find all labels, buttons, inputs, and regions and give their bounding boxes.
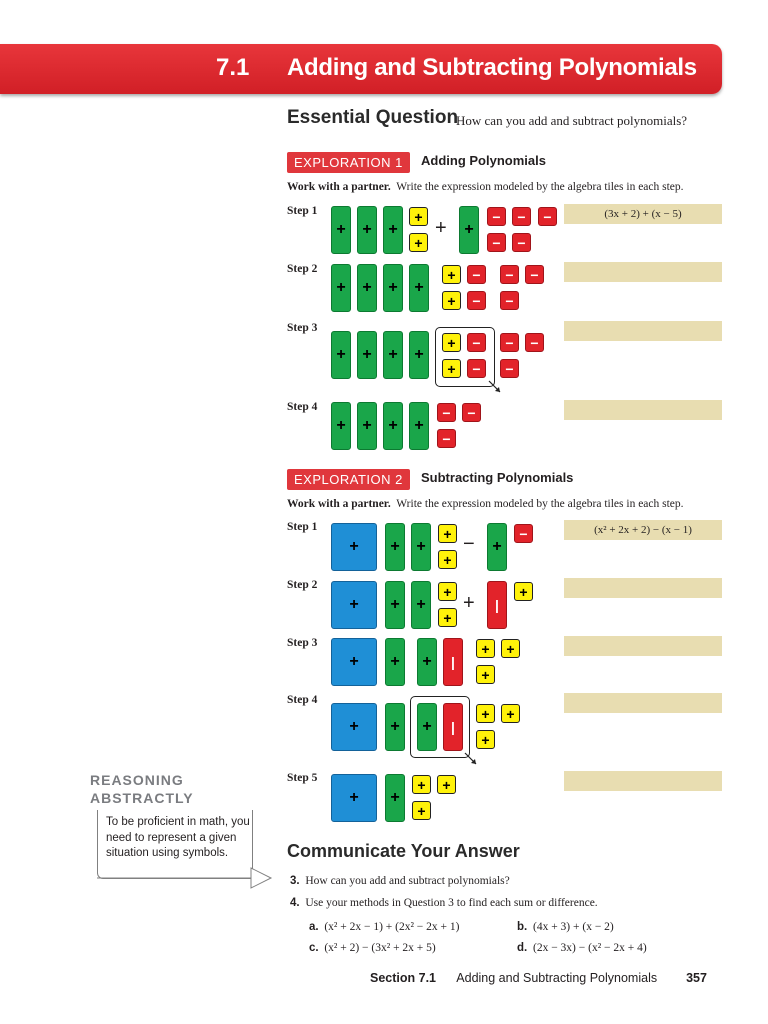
ex1-step4-answer-box[interactable] bbox=[564, 400, 722, 420]
essential-question-heading: Essential Question bbox=[287, 107, 459, 128]
plus-operator: + bbox=[435, 217, 447, 239]
unit-tile-positive: + bbox=[442, 291, 461, 310]
x-squared-tile: + bbox=[331, 523, 377, 571]
ex2-step-label: Step 2 bbox=[287, 579, 318, 591]
x-tile-positive: + bbox=[331, 331, 351, 379]
x-tile-positive: + bbox=[411, 581, 431, 629]
question-4d: d. (2x − 3x) − (x² − 2x + 4) bbox=[517, 942, 647, 954]
sidebar-text: To be proficient in math, you need to represent a given situation using symbols. bbox=[106, 816, 250, 859]
x-tile-positive: + bbox=[385, 523, 405, 571]
section-number: 7.1 bbox=[216, 54, 250, 81]
question-4: 4. Use your methods in Question 3 to find each sum or difference. bbox=[290, 897, 598, 909]
unit-tile-positive: + bbox=[476, 665, 495, 684]
x-tile-positive: + bbox=[357, 264, 377, 312]
unit-tile-positive: + bbox=[438, 608, 457, 627]
unit-tile-negative: − bbox=[538, 207, 557, 226]
x-tile-positive: + bbox=[357, 331, 377, 379]
x-tile-positive: + bbox=[331, 402, 351, 450]
x-squared-tile: + bbox=[331, 638, 377, 686]
unit-tile-positive: + bbox=[476, 639, 495, 658]
unit-tile-positive: + bbox=[437, 775, 456, 794]
x-tile-positive: + bbox=[411, 523, 431, 571]
unit-tile-positive: + bbox=[438, 524, 457, 543]
x-squared-tile: + bbox=[331, 774, 377, 822]
unit-tile-positive: + bbox=[476, 704, 495, 723]
ex2-step-label: Step 3 bbox=[287, 637, 318, 649]
ex2-step-label: Step 5 bbox=[287, 772, 318, 784]
unit-tile-negative: − bbox=[500, 359, 519, 378]
x-tile-positive: + bbox=[459, 206, 479, 254]
x-tile-positive: + bbox=[383, 264, 403, 312]
x-tile-negative: | bbox=[443, 638, 463, 686]
x-squared-tile: + bbox=[331, 703, 377, 751]
x-tile-positive: + bbox=[409, 402, 429, 450]
footer-title: Adding and Subtracting Polynomials bbox=[456, 971, 658, 985]
unit-tile-negative: − bbox=[487, 233, 506, 252]
x-tile-positive: + bbox=[383, 206, 403, 254]
unit-tile-negative: − bbox=[525, 333, 544, 352]
unit-tile-negative: − bbox=[500, 333, 519, 352]
unit-tile-negative: − bbox=[512, 207, 531, 226]
x-tile-positive: + bbox=[331, 264, 351, 312]
exploration-1-instruction: Work with a partner. Write the expression modeled by the algebra tiles in each step. bbox=[287, 181, 684, 193]
unit-tile-negative: − bbox=[500, 265, 519, 284]
x-tile-negative: | bbox=[487, 581, 507, 629]
x-tile-positive: + bbox=[487, 523, 507, 571]
page-number: 357 bbox=[686, 971, 707, 985]
unit-tile-positive: + bbox=[514, 582, 533, 601]
unit-tile-positive: + bbox=[442, 265, 461, 284]
unit-tile-positive: + bbox=[412, 775, 431, 794]
x-tile-positive: + bbox=[357, 206, 377, 254]
exploration-2-title: Subtracting Polynomials bbox=[421, 470, 574, 485]
unit-tile-positive: + bbox=[442, 333, 461, 352]
group-pointer-arrow bbox=[488, 380, 504, 396]
ex2-step4-answer-box[interactable] bbox=[564, 693, 722, 713]
question-3: 3. How can you add and subtract polynomials? bbox=[290, 875, 510, 887]
ex1-step3-answer-box[interactable] bbox=[564, 321, 722, 341]
ex1-step-label: Step 3 bbox=[287, 322, 318, 334]
unit-tile-negative: − bbox=[467, 291, 486, 310]
ex2-step-label: Step 1 bbox=[287, 521, 318, 533]
unit-tile-positive: + bbox=[412, 801, 431, 820]
unit-tile-negative: − bbox=[514, 524, 533, 543]
minus-operator: − bbox=[463, 533, 475, 555]
question-4c: c. (x² + 2) − (3x² + 2x + 5) bbox=[309, 942, 436, 954]
unit-tile-positive: + bbox=[501, 704, 520, 723]
section-title: Adding and Subtracting Polynomials bbox=[287, 54, 697, 81]
ex1-step-label: Step 4 bbox=[287, 401, 318, 413]
exploration-1-title: Adding Polynomials bbox=[421, 153, 546, 168]
unit-tile-negative: − bbox=[525, 265, 544, 284]
footer-section: Section 7.1 bbox=[370, 971, 436, 985]
x-tile-positive: + bbox=[409, 331, 429, 379]
unit-tile-negative: − bbox=[500, 291, 519, 310]
group-pointer-arrow bbox=[464, 752, 480, 768]
unit-tile-negative: − bbox=[462, 403, 481, 422]
x-tile-positive: + bbox=[385, 774, 405, 822]
x-tile-positive: + bbox=[383, 331, 403, 379]
unit-tile-positive: + bbox=[438, 582, 457, 601]
x-tile-positive: + bbox=[385, 703, 405, 751]
unit-tile-positive: + bbox=[476, 730, 495, 749]
unit-tile-negative: − bbox=[467, 265, 486, 284]
x-tile-negative: | bbox=[443, 703, 463, 751]
x-tile-positive: + bbox=[409, 264, 429, 312]
question-4b: b. (4x + 3) + (x − 2) bbox=[517, 921, 614, 933]
ex2-step5-answer-box[interactable] bbox=[564, 771, 722, 791]
ex1-step2-answer-box[interactable] bbox=[564, 262, 722, 282]
ex2-step-label: Step 4 bbox=[287, 694, 318, 706]
x-tile-positive: + bbox=[417, 638, 437, 686]
sidebar-arrow-icon bbox=[96, 866, 276, 894]
unit-tile-negative: − bbox=[487, 207, 506, 226]
x-tile-positive: + bbox=[357, 402, 377, 450]
x-squared-tile: + bbox=[331, 581, 377, 629]
x-tile-positive: + bbox=[383, 402, 403, 450]
unit-tile-negative: − bbox=[437, 429, 456, 448]
x-tile-positive: + bbox=[385, 638, 405, 686]
ex1-step1-answer: (3x + 2) + (x − 5) bbox=[564, 204, 722, 224]
ex1-step-label: Step 2 bbox=[287, 263, 318, 275]
question-4a: a. (x² + 2x − 1) + (2x² − 2x + 1) bbox=[309, 921, 460, 933]
unit-tile-positive: + bbox=[409, 207, 428, 226]
ex2-step3-answer-box[interactable] bbox=[564, 636, 722, 656]
exploration-2-badge: EXPLORATION 2 bbox=[287, 469, 410, 490]
plus-operator: + bbox=[463, 592, 475, 614]
unit-tile-positive: + bbox=[409, 233, 428, 252]
ex2-step2-answer-box[interactable] bbox=[564, 578, 722, 598]
unit-tile-negative: − bbox=[467, 333, 486, 352]
ex1-step-label: Step 1 bbox=[287, 205, 318, 217]
essential-question-text: How can you add and subtract polynomials? bbox=[456, 113, 688, 128]
exploration-1-badge: EXPLORATION 1 bbox=[287, 152, 410, 173]
communicate-heading: Communicate Your Answer bbox=[287, 841, 520, 861]
ex2-step1-answer: (x² + 2x + 2) − (x − 1) bbox=[564, 520, 722, 540]
x-tile-positive: + bbox=[331, 206, 351, 254]
x-tile-positive: + bbox=[417, 703, 437, 751]
x-tile-positive: + bbox=[385, 581, 405, 629]
unit-tile-negative: − bbox=[512, 233, 531, 252]
exploration-2-instruction: Work with a partner. Write the expression modeled by the algebra tiles in each step. bbox=[287, 498, 684, 510]
unit-tile-positive: + bbox=[501, 639, 520, 658]
unit-tile-negative: − bbox=[437, 403, 456, 422]
page-footer bbox=[370, 971, 707, 985]
unit-tile-positive: + bbox=[442, 359, 461, 378]
unit-tile-negative: − bbox=[467, 359, 486, 378]
reasoning-abstractly-title: REASONING ABSTRACTLY bbox=[90, 772, 194, 806]
unit-tile-positive: + bbox=[438, 550, 457, 569]
